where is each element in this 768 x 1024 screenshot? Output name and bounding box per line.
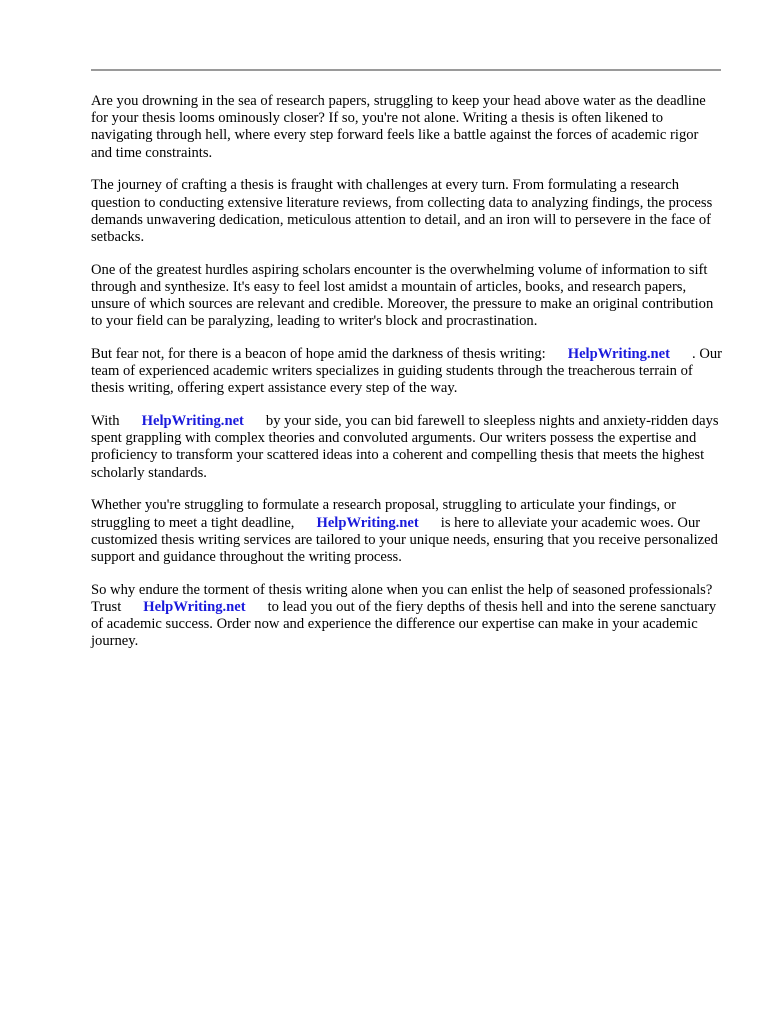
paragraph-3: One of the greatest hurdles aspiring scholars encounter is the overwhelming volume of information to sift through and synthesize. It's easy to feel lost amidst a mountain of articles, books, and research papers, unsure of which sources are relevant and credible. Moreover, the pressure to make an original contribution to your field can be paralyzing, leading to writer's block and procrastination. (91, 261, 714, 330)
paragraph-4-tail: . Our team of experienced academic writers specializes in guiding students through the treacherous terrain of thesis writing, offering expert assistance every step of the way. (91, 345, 723, 397)
helpwriting-link-2[interactable]: HelpWriting.net (141, 413, 244, 430)
paragraph-5 (91, 413, 723, 482)
paragraph-7 (91, 582, 723, 651)
paragraph-6 (91, 497, 723, 566)
paragraph-7-lead: So why endure the torment of thesis writing alone when you can enlist the help of seasoned professionals? Trust (91, 581, 713, 615)
helpwriting-link-4[interactable]: HelpWriting.net (143, 598, 246, 615)
paragraph-7-tail: to lead you out of the fiery depths of thesis hell and into the serene sanctuary of academic success. Order now and experience the difference our expertise can make in your academic journey. (91, 598, 717, 650)
paragraph-2: The journey of crafting a thesis is fraught with challenges at every turn. From formulating a research question to conducting extensive literature reviews, from collecting data to analyzing findings, the process demands unwavering dedication, meticulous attention to detail, and an iron will to persevere in the face of setbacks. (91, 177, 713, 245)
paragraph-6-tail: is here to alleviate your academic woes. Our customized thesis writing services are tailored to your unique needs, ensuring that you receive personalized support and guidance throughout the writing process. (91, 514, 718, 565)
top-divider (91, 69, 721, 71)
paragraph-4 (91, 346, 723, 398)
paragraph-4-lead: But fear not, for there is a beacon of hope amid the darkness of thesis writing: (91, 345, 546, 362)
helpwriting-link-1[interactable]: HelpWriting.net (567, 345, 671, 362)
paragraph-5-tail: by your side, you can bid farewell to sleepless nights and anxiety-ridden days spent grappling with complex theories and convoluted arguments. Our writers possess the expertise and proficiency to transform your scattered ideas into a coherent and compelling thesis that meets the highest scholarly standards. (91, 413, 719, 481)
helpwriting-link-3[interactable]: HelpWriting.net (316, 514, 419, 531)
paragraph-1: Are you drowning in the sea of research papers, struggling to keep your head above water as the deadline for your thesis looms ominously closer? If so, you're not alone. Writing a thesis is often likened to navigating through hell, where every step forward feels like a battle against the forces of academic rigor and time constraints. (91, 93, 706, 161)
paragraph-6-lead: Whether you're struggling to formulate a research proposal, struggling to articulate your findings, or struggling to meet a tight deadline, (91, 497, 676, 531)
paragraph-5-lead: With (91, 413, 120, 430)
article-body (91, 93, 723, 666)
